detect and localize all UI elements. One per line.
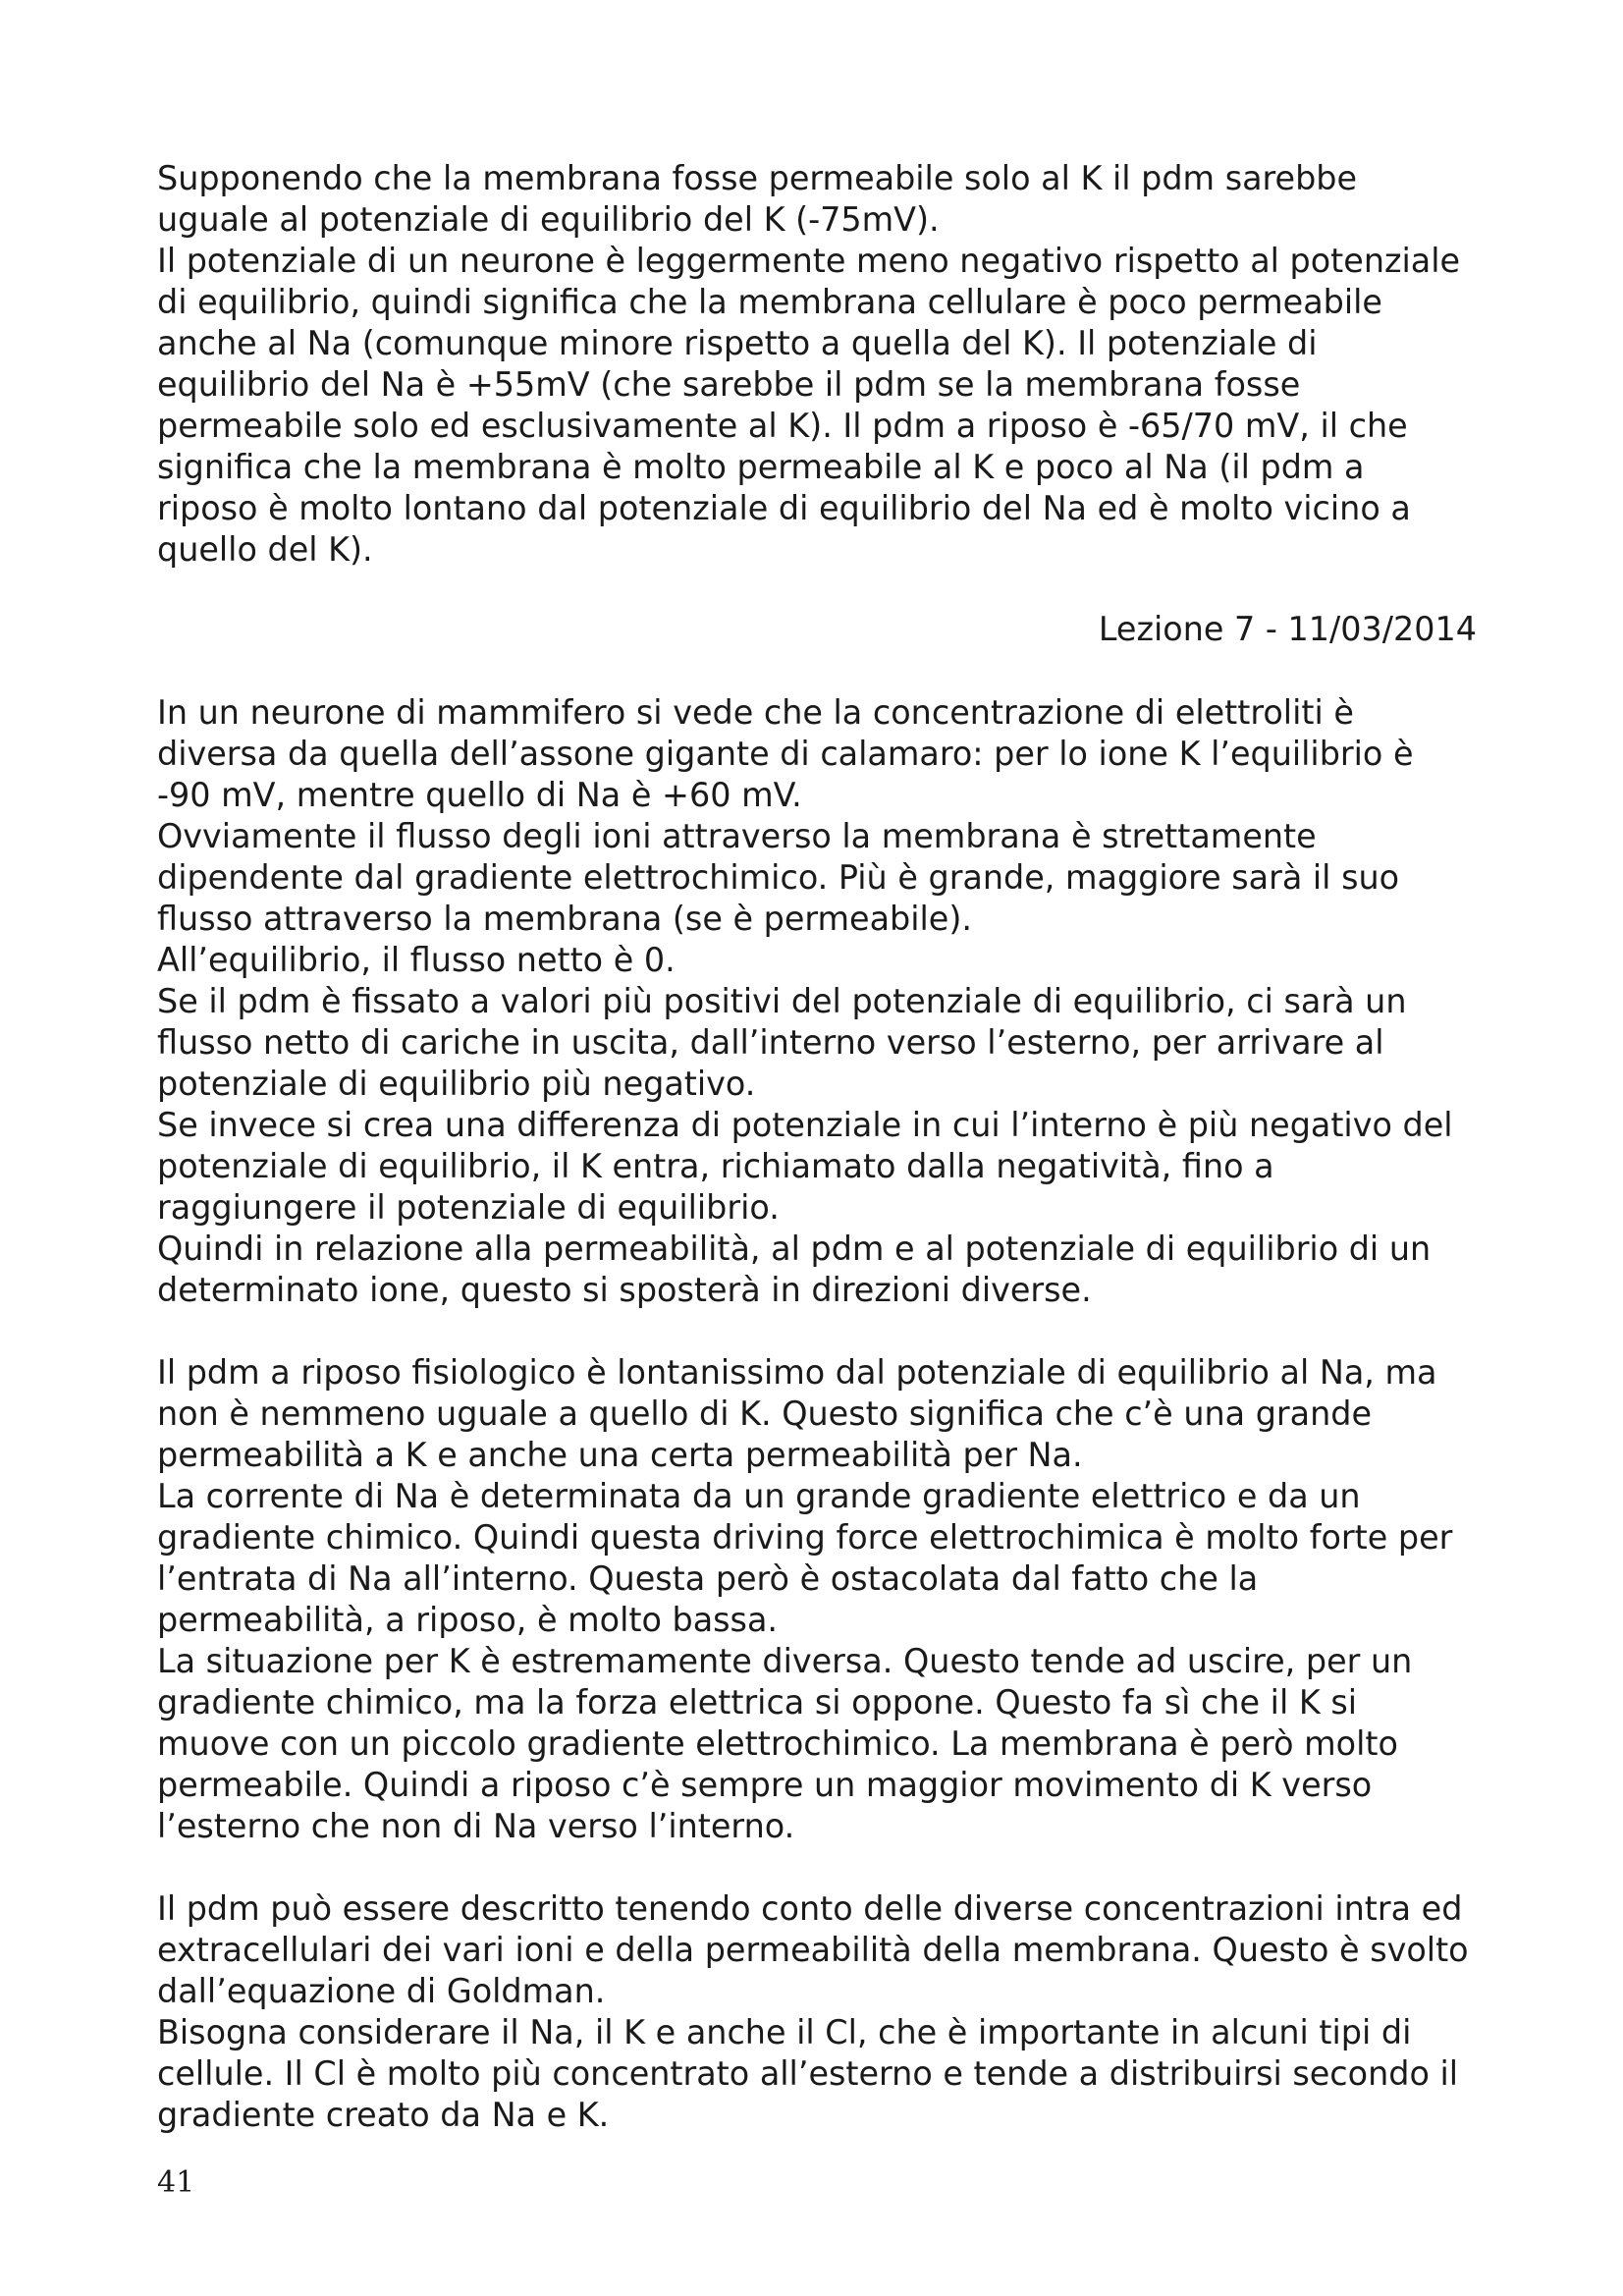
text-line: non è nemmeno uguale a quello di K. Questo significa che c’è una grande bbox=[157, 1394, 1373, 1433]
text-line: l’esterno che non di Na verso l’interno. bbox=[157, 1807, 795, 1845]
text-line: dipendente dal gradiente elettrochimico. Più è grande, maggiore sarà il suo bbox=[157, 858, 1400, 897]
text-line: potenziale di equilibrio, il K entra, richiamato dalla negatività, fino a bbox=[157, 1147, 1274, 1185]
text-line: La corrente di Na è determinata da un grande gradiente elettrico e da un bbox=[157, 1477, 1361, 1515]
text-line: Quindi in relazione alla permeabilità, al pdm e al potenziale di equilibrio di un bbox=[157, 1230, 1432, 1268]
text-line: Ovviamente il flusso degli ioni attraverso la membrana è strettamente bbox=[157, 817, 1317, 855]
text-line: Il potenziale di un neurone è leggermente meno negativo rispetto al potenziale bbox=[157, 242, 1461, 280]
text-line: equilibrio del Na è +55mV (che sarebbe il pdm se la membrana fosse bbox=[157, 365, 1301, 404]
text-line: anche al Na (comunque minore rispetto a quella del K). Il potenziale di bbox=[157, 324, 1318, 362]
text-line: diversa da quella dell’assone gigante di calamaro: per lo ione K l’equilibrio è bbox=[157, 735, 1414, 773]
text-line: -90 mV, mentre quello di Na è +60 mV. bbox=[157, 776, 802, 814]
text-line: Se il pdm è fissato a valori più positivi del potenziale di equilibrio, ci sarà un bbox=[157, 982, 1407, 1020]
text-line: Se invece si crea una differenza di potenziale in cui l’interno è più negativo del bbox=[157, 1106, 1453, 1144]
text-line: flusso attraverso la membrana (se è permeabile). bbox=[157, 900, 972, 938]
text-line: extracellulari dei vari ioni e della permeabilità della membrana. Questo è svolto bbox=[157, 1931, 1469, 1969]
text-line: gradiente chimico. Quindi questa driving force elettrochimica è molto forte per bbox=[157, 1518, 1453, 1557]
text-line: cellule. Il Cl è molto più concentrato all’esterno e tende a distribuirsi secondo il bbox=[157, 2054, 1459, 2093]
text-line: muove con un piccolo gradiente elettrochimico. La membrana è però molto bbox=[157, 1724, 1398, 1763]
text-line: raggiungere il potenziale di equilibrio. bbox=[157, 1188, 780, 1227]
text-line: uguale al potenziale di equilibrio del K (-75mV). bbox=[157, 200, 940, 239]
text-line: flusso netto di cariche in uscita, dall’interno verso l’esterno, per arrivare al bbox=[157, 1023, 1384, 1062]
page-number: 41 bbox=[157, 2165, 195, 2200]
text-line: potenziale di equilibrio più negativo. bbox=[157, 1065, 756, 1103]
text-line: permeabilità, a riposo, è molto bassa. bbox=[157, 1601, 779, 1639]
text-line: La situazione per K è estremamente diversa. Questo tende ad uscire, per un bbox=[157, 1642, 1413, 1680]
text-line: permeabile solo ed esclusivamente al K). Il pdm a riposo è -65/70 mV, il che bbox=[157, 407, 1408, 445]
text-line: permeabilità a K e anche una certa permeabilità per Na. bbox=[157, 1436, 1083, 1474]
text-line: dall’equazione di Goldman. bbox=[157, 1972, 606, 2010]
text-line: di equilibrio, quindi significa che la membrana cellulare è poco permeabile bbox=[157, 283, 1382, 321]
text-line: gradiente chimico, ma la forza elettrica si oppone. Questo fa sì che il K si bbox=[157, 1683, 1358, 1722]
text-line: gradiente creato da Na e K. bbox=[157, 2096, 610, 2134]
text-line: In un neurone di mammifero si vede che la concentrazione di elettroliti è bbox=[157, 693, 1354, 732]
text-line: Supponendo che la membrana fosse permeabile solo al K il pdm sarebbe bbox=[157, 159, 1358, 197]
text-line: l’entrata di Na all’interno. Questa però è ostacolata dal fatto che la bbox=[157, 1559, 1259, 1598]
text-line: Bisogna considerare il Na, il K e anche il Cl, che è importante in alcuni tipi di bbox=[157, 2013, 1412, 2051]
text-line: determinato ione, questo si sposterà in direzioni diverse. bbox=[157, 1271, 1092, 1309]
text-line: All’equilibrio, il flusso netto è 0. bbox=[157, 941, 676, 979]
lesson-heading: Lezione 7 - 11/03/2014 bbox=[1098, 610, 1477, 648]
text-line: significa che la membrana è molto permeabile al K e poco al Na (il pdm a bbox=[157, 448, 1365, 486]
text-line: Il pdm può essere descritto tenendo conto delle diverse concentrazioni intra ed bbox=[157, 1889, 1463, 1928]
text-line: quello del K). bbox=[157, 530, 373, 569]
text-line: Il pdm a riposo fisiologico è lontanissimo dal potenziale di equilibrio al Na, ma bbox=[157, 1353, 1437, 1392]
text-line: riposo è molto lontano dal potenziale di equilibrio del Na ed è molto vicino a bbox=[157, 489, 1411, 527]
text-line: permeabile. Quindi a riposo c’è sempre un maggior movimento di K verso bbox=[157, 1766, 1373, 1804]
